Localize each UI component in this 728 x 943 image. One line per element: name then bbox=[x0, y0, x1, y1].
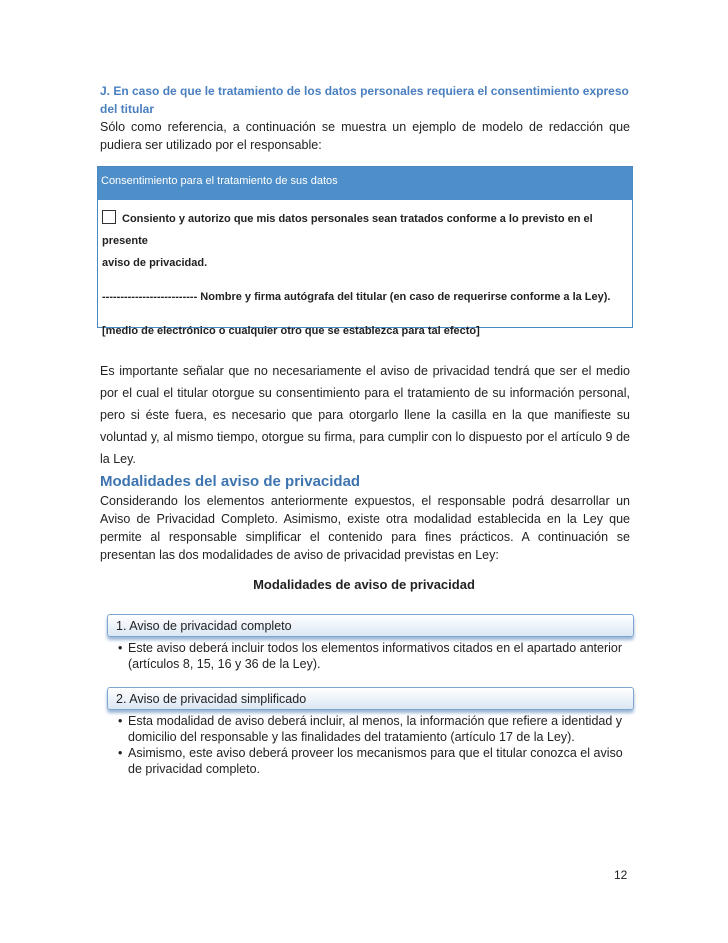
diagram-title: Modalidades de aviso de privacidad bbox=[253, 577, 475, 592]
bullet-glyph: • bbox=[118, 746, 123, 760]
intro-paragraph: Sólo como referencia, a continuación se muestra un ejemplo de modelo de redacción que pudiera ser utilizado por el responsable: bbox=[100, 120, 630, 152]
medium-line: [medio de electrónico o cualquier otro que se establezca para tal efecto] bbox=[102, 325, 480, 337]
consent-checkbox[interactable] bbox=[102, 210, 116, 224]
modality-1-bullet bbox=[118, 640, 628, 672]
consent-checkbox-text-cont: aviso de privacidad. bbox=[102, 257, 208, 269]
bullet-glyph: • bbox=[118, 641, 123, 655]
page-number: 12 bbox=[614, 868, 628, 882]
consent-body bbox=[98, 208, 632, 342]
consent-header: Consentimiento para el tratamiento de sus datos bbox=[98, 167, 632, 200]
section-j-heading: J. En caso de que le tratamiento de los datos personales requiera el consentimiento expreso del titular bbox=[100, 84, 629, 116]
bullet-text: Asimismo, este aviso deberá proveer los mecanismos para que el titular conozca el aviso de privacidad completo. bbox=[128, 746, 623, 776]
modality-2-bullet-1 bbox=[118, 713, 628, 745]
section-title: Modalidades del aviso de privacidad bbox=[100, 473, 361, 490]
bullet-glyph: • bbox=[118, 714, 123, 728]
important-paragraph: Es importante señalar que no necesariamente el aviso de privacidad tendrá que ser el medio por el cual el titular otorgue su consentimiento para el tratamiento de su información personal, pero si éste fuera, es necesario que para otorgarlo llene la casilla en la que manifieste su voluntad y, al mismo tiempo, otorgue su firma, para cumplir con lo dispuesto por el artículo 9 de la Ley. bbox=[100, 364, 630, 466]
bullet-text: Esta modalidad de aviso deberá incluir, al menos, la información que refiere a identidad y domicilio del responsable y las finalidades del tratamiento (artículo 17 de la Ley). bbox=[128, 714, 623, 744]
modality-2-bullet-2 bbox=[118, 745, 628, 777]
section-paragraph: Considerando los elementos anteriormente expuestos, el responsable podrá desarrollar un Aviso de Privacidad Completo. Asimismo, existe otra modalidad establecida en la Ley que permite al responsable simplificar el contenido para fines prácticos. A continuación se presentan las dos modalidades de aviso de privacidad previstas en Ley: bbox=[100, 494, 630, 562]
consent-checkbox-text: Consiento y autorizo que mis datos personales sean tratados conforme a lo previsto en el presente bbox=[102, 213, 593, 247]
modality-2-bar: 2. Aviso de privacidad simplificado bbox=[107, 687, 634, 710]
consent-box bbox=[97, 166, 633, 337]
bullet-text: Este aviso deberá incluir todos los elementos informativos citados en el apartado anterior (artículos 8, 15, 16 y 36 de la Ley). bbox=[128, 641, 623, 671]
modality-1-bar: 1. Aviso de privacidad completo bbox=[107, 614, 634, 637]
signature-line: -------------------------- Nombre y firma autógrafa del titular (en caso de requerirse conforme a la Ley). bbox=[102, 291, 611, 303]
